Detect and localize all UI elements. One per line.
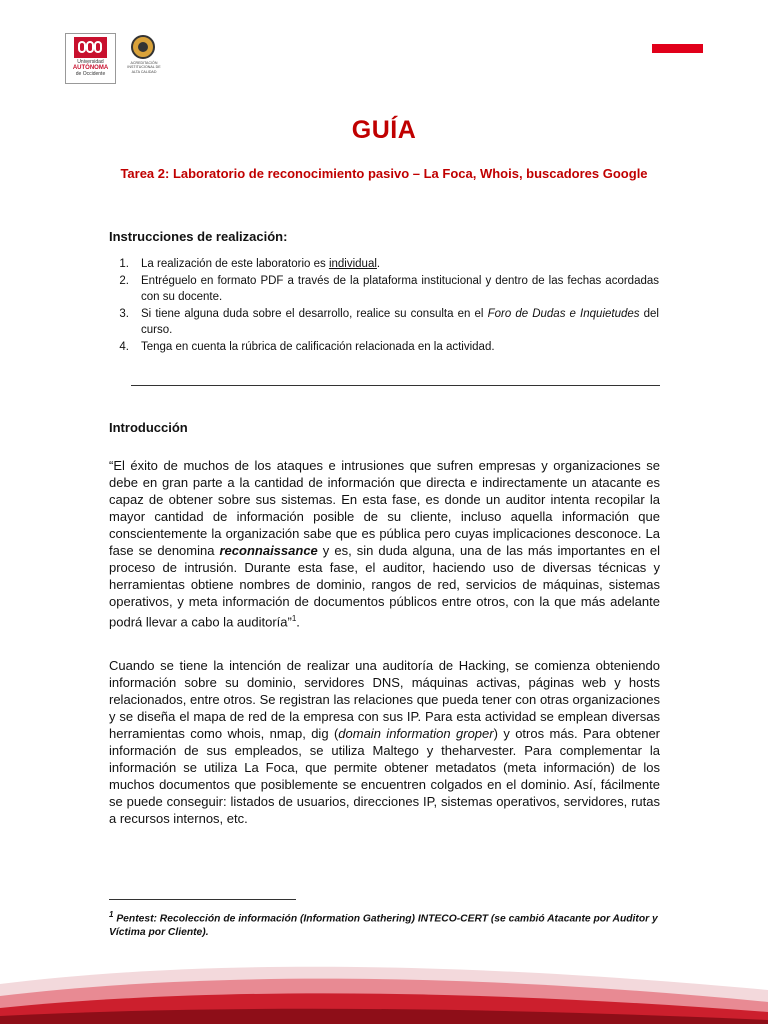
uao-logo-text: Universidad AUTÓNOMA de Occidente (72, 59, 109, 77)
header-accent-bar (652, 44, 703, 53)
seal-icon (131, 35, 155, 59)
section-divider (131, 385, 660, 386)
uao-logo-mark (74, 37, 107, 58)
instruction-item: 4. Tenga en cuenta la rúbrica de calificación relacionada en la actividad. (119, 340, 495, 353)
instructions-heading: Instrucciones de realización: (109, 229, 288, 244)
intro-paragraph-1: “El éxito de muchos de los ataques e intrusiones que sufren empresas y organizaciones se debe en gran parte a la cantidad de información que directa e indirectamente un atacante es capaz de obtener sobre sus sistemas. En esta fase, es donde un auditor intenta recopilar la mayor cantidad de información posible de su cliente, incluso aquella información que conscientemente la organización sabe que es pública pero cuyas implicaciones desconoce. La fase se denomina reconnaissance y es, sin duda alguna, una de las más importantes en el proceso de intrusión. Durante esta fase, el auditor, haciendo uso de diversas técnicas y herramientas obtiene nombres de dominio, rangos de red, servicios de máquinas, sistemas operativos, y meta información de documentos públicos entre otros, con la que más adelante podrá llevar a cabo la auditoría”$^1$. (109, 458, 661, 630)
accreditation-seal: ACREDITACIÓN INSTITUCIONAL DE ALTA CALIDAD (123, 35, 165, 85)
instructions-list (109, 256, 659, 355)
document-title: GUÍA (351, 116, 417, 144)
introduction-heading: Introducción (109, 420, 188, 435)
instruction-item: 2. Entréguelo en formato PDF a través de la plataforma institucional y dentro de las fechas acordadas con su docente. (119, 274, 659, 303)
instruction-item: 1. La realización de este laboratorio es individual. (119, 258, 381, 270)
footer-wave-decoration (0, 950, 768, 1024)
footnote-separator (109, 899, 296, 900)
university-logo (65, 33, 116, 84)
document-subtitle: Tarea 2: Laboratorio de reconocimiento pasivo – La Foca, Whois, buscadores Google (120, 166, 648, 181)
footnote: $^1$ Pentest: Recolección de información (Information Gathering) INTECO-CERT (se cambió Atacante por Auditor y Víctima por Cliente). (109, 910, 658, 939)
instruction-item: 3. Si tiene alguna duda sobre el desarrollo, realice su consulta en el Foro de Dudas e Inquietudes del curso. (119, 307, 659, 336)
intro-paragraph-2: Cuando se tiene la intención de realizar una auditoría de Hacking, se comienza obteniendo información sobre su dominio, servidores DNS, máquinas activas, páginas web y hosts relacionados, entre otros. Se registran las relaciones que pueda tener con otras organizaciones y se diseña el mapa de red de la empresa con sus IP. Para esta actividad se emplean diversas herramientas como whois, nmap, dig (domain information groper) y otros más. Para obtener información de sus empleados, se utiliza Maltego y theharvester. Para complementar la información se utiliza La Foca, que permite obtener metadatos (meta información) de los muchos documentos que posiblemente se encuentren colgados en el dominio. Así, fácilmente se puede conseguir: listados de usuarios, direcciones IP, sistemas operativos, servidores, rutas a recursos internos, etc. (109, 658, 661, 826)
